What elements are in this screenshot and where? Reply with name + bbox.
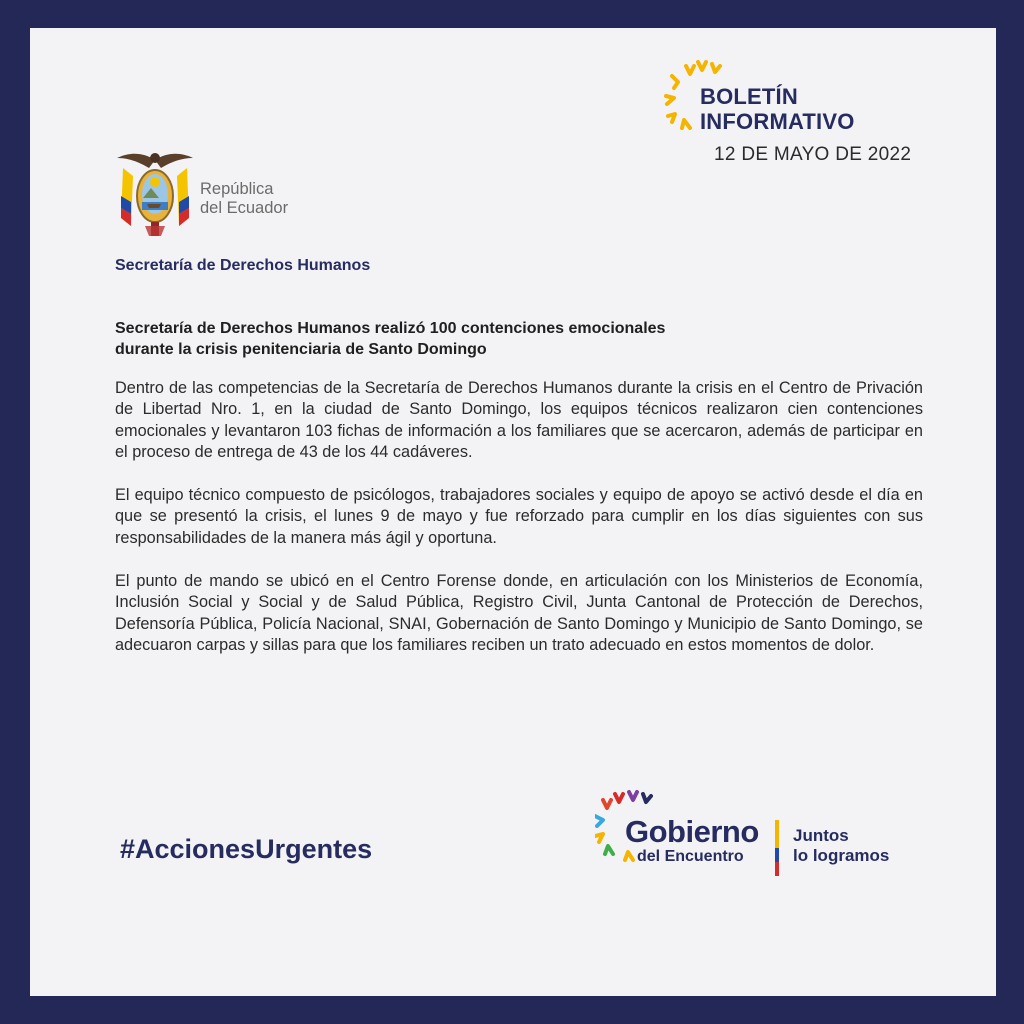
flag-divider — [775, 820, 779, 876]
bulletin-title-line2: INFORMATIVO — [700, 109, 855, 134]
body-paragraph: El punto de mando se ubicó en el Centro Forense donde, en articulación con los Ministerios de Economía, Inclusión Social y Social y de Salud Pública, Registro Civil, Junta Cantonal de Protección de Derechos, Defensoría Pública, Policía Nacional, SNAI, Gobernación de Santo Domingo y Municipio de Santo Domingo, se adecuaron carpas y sillas para que los familiares reciben un trato adecuado en estos momentos de dolor. — [115, 572, 923, 654]
headline-line2: durante la crisis penitenciaria de Santo Domingo — [115, 341, 487, 358]
bulletin-date: 12 DE MAYO DE 2022 — [714, 144, 912, 165]
hashtag: #AccionesUrgentes — [120, 834, 373, 864]
headline — [115, 318, 815, 360]
coat-of-arms-icon — [115, 146, 195, 240]
bulletin-title-line1: BOLETÍN — [700, 84, 798, 109]
country-name-line2: del Ecuador — [200, 199, 289, 217]
ministry-name: Secretaría de Derechos Humanos — [115, 257, 371, 274]
body-paragraph: Dentro de las competencias de la Secretaría de Derechos Humanos durante la crisis en el Centro de Privación de Libertad Nro. 1, en la ciudad de Santo Domingo, los equipos técnicos realizaron cien contenciones emocionales y levantaron 103 fichas de información a los familiares que se acercaron, además de participar en el proceso de entrega de 43 de los 44 cadáveres. — [115, 379, 923, 461]
article-body — [115, 378, 923, 678]
slogan-line1: Juntos — [793, 826, 849, 845]
government-subname: del Encuentro — [637, 848, 744, 865]
government-name: Gobierno — [625, 814, 759, 849]
body-paragraph: El equipo técnico compuesto de psicólogos, trabajadores sociales y equipo de apoyo se activó desde el día en que se presentó la crisis, el lunes 9 de mayo y fue reforzado para cumplir en los días siguientes con sus responsabilidades de la manera más ágil y oportuna. — [115, 486, 923, 547]
slogan — [793, 826, 889, 866]
bulletin-title — [700, 84, 855, 134]
bulletin-header — [660, 58, 960, 168]
country-name — [200, 180, 288, 218]
headline-line1: Secretaría de Derechos Humanos realizó 100 contenciones emocionales — [115, 320, 666, 337]
slogan-line2: lo logramos — [793, 846, 890, 865]
government-logo — [595, 788, 925, 888]
republic-logo — [115, 146, 335, 242]
country-name-line1: República — [200, 180, 274, 198]
